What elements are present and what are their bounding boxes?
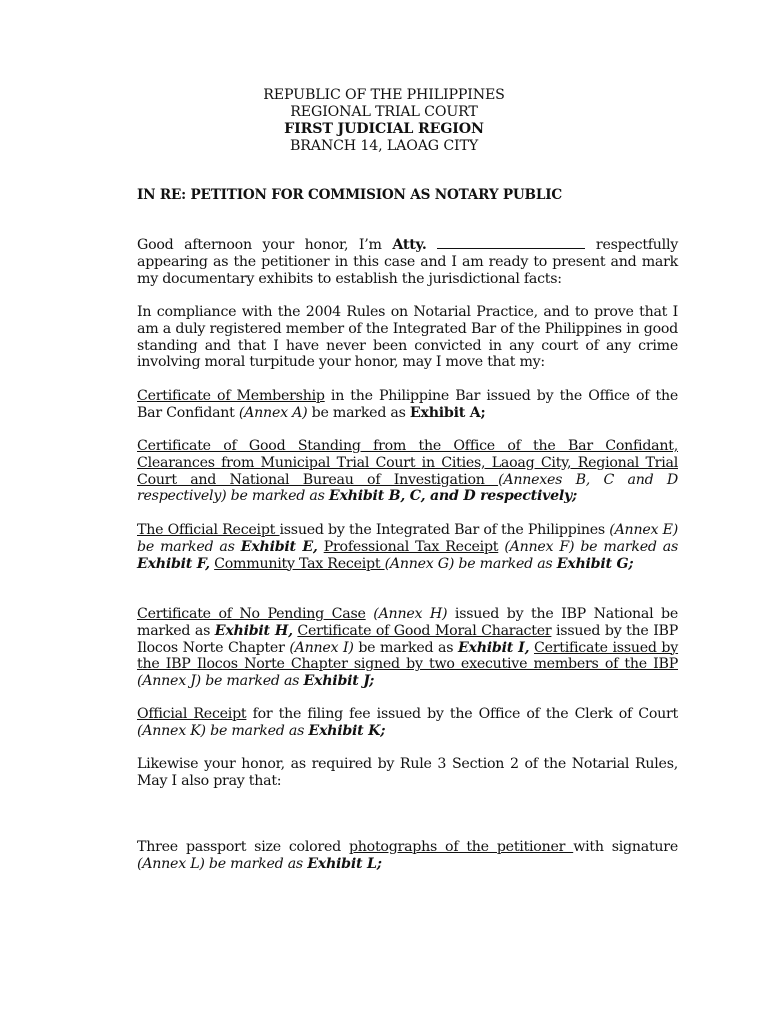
header-republic: REPUBLIC OF THE PHILIPPINES <box>263 87 505 103</box>
paragraph-exhibit-k: Official Receipt for the filing fee issued by the Office of the Clerk of Court (Annex K) be marked as Exhibit K; <box>137 706 678 739</box>
case-title: IN RE: PETITION FOR COMMISION AS NOTARY PUBLIC <box>137 187 562 203</box>
header-branch: BRANCH 14, LAOAG CITY <box>289 138 479 154</box>
paragraph-exhibit-a: Certificate of Membership in the Philippine Bar issued by the Office of the Bar Confidant (Annex A) be marked as Exhibit A; <box>137 388 678 421</box>
paragraph-exhibits-efg: The Official Receipt issued by the Integrated Bar of the Philippines (Annex E) be marked as Exhibit E, Professional Tax Receipt (Annex F) be marked as Exhibit F, Community Tax Receipt (Annex G) be marked as Exhibit G; <box>137 522 678 572</box>
name-blank-line <box>437 237 585 249</box>
header-court: REGIONAL TRIAL COURT <box>290 104 478 120</box>
paragraph-exhibit-l: Three passport size colored photographs of the petitioner with signature (Annex L) be marked as Exhibit L; <box>137 839 678 872</box>
header-region: FIRST JUDICIAL REGION <box>284 121 484 137</box>
paragraph-greeting: Good afternoon your honor, I’m Atty. respectfully appearing as the petitioner in this case and I am ready to present and mark my documentary exhibits to establish the jurisdictional facts: <box>137 237 678 287</box>
paragraph-exhibits-hij: Certificate of No Pending Case (Annex H) issued by the IBP National be marked as Exhibit H, Certificate of Good Moral Character issued by the IBP Ilocos Norte Chapter (Annex I) be marked as Exhibit I, Certificate issued by the IBP Ilocos Norte Chapter signed by two executive members of the IBP (Annex J) be marked as Exhibit J; <box>137 606 679 689</box>
paragraph-compliance: In compliance with the 2004 Rules on Notarial Practice, and to prove that I am a duly registered member of the Integrated Bar of the Philippines in good standing and that I have never been convicted in any court of any crime involving moral turpitude your honor, may I move that my: <box>137 304 678 371</box>
paragraph-exhibits-bcd: Certificate of Good Standing from the Office of the Bar Confidant, Clearances from Municipal Trial Court in Cities, Laoag City, Regional Trial Court and National Bureau of Investigation (Annexes B, C and D respectively) be marked as Exhibit B, C, and D respectively; <box>137 438 678 505</box>
court-header <box>0 87 768 155</box>
atty-label: Atty. <box>392 237 427 253</box>
paragraph-notarial-rules: Likewise your honor, as required by Rule 3 Section 2 of the Notarial Rules, May I also pray that: <box>137 756 678 789</box>
